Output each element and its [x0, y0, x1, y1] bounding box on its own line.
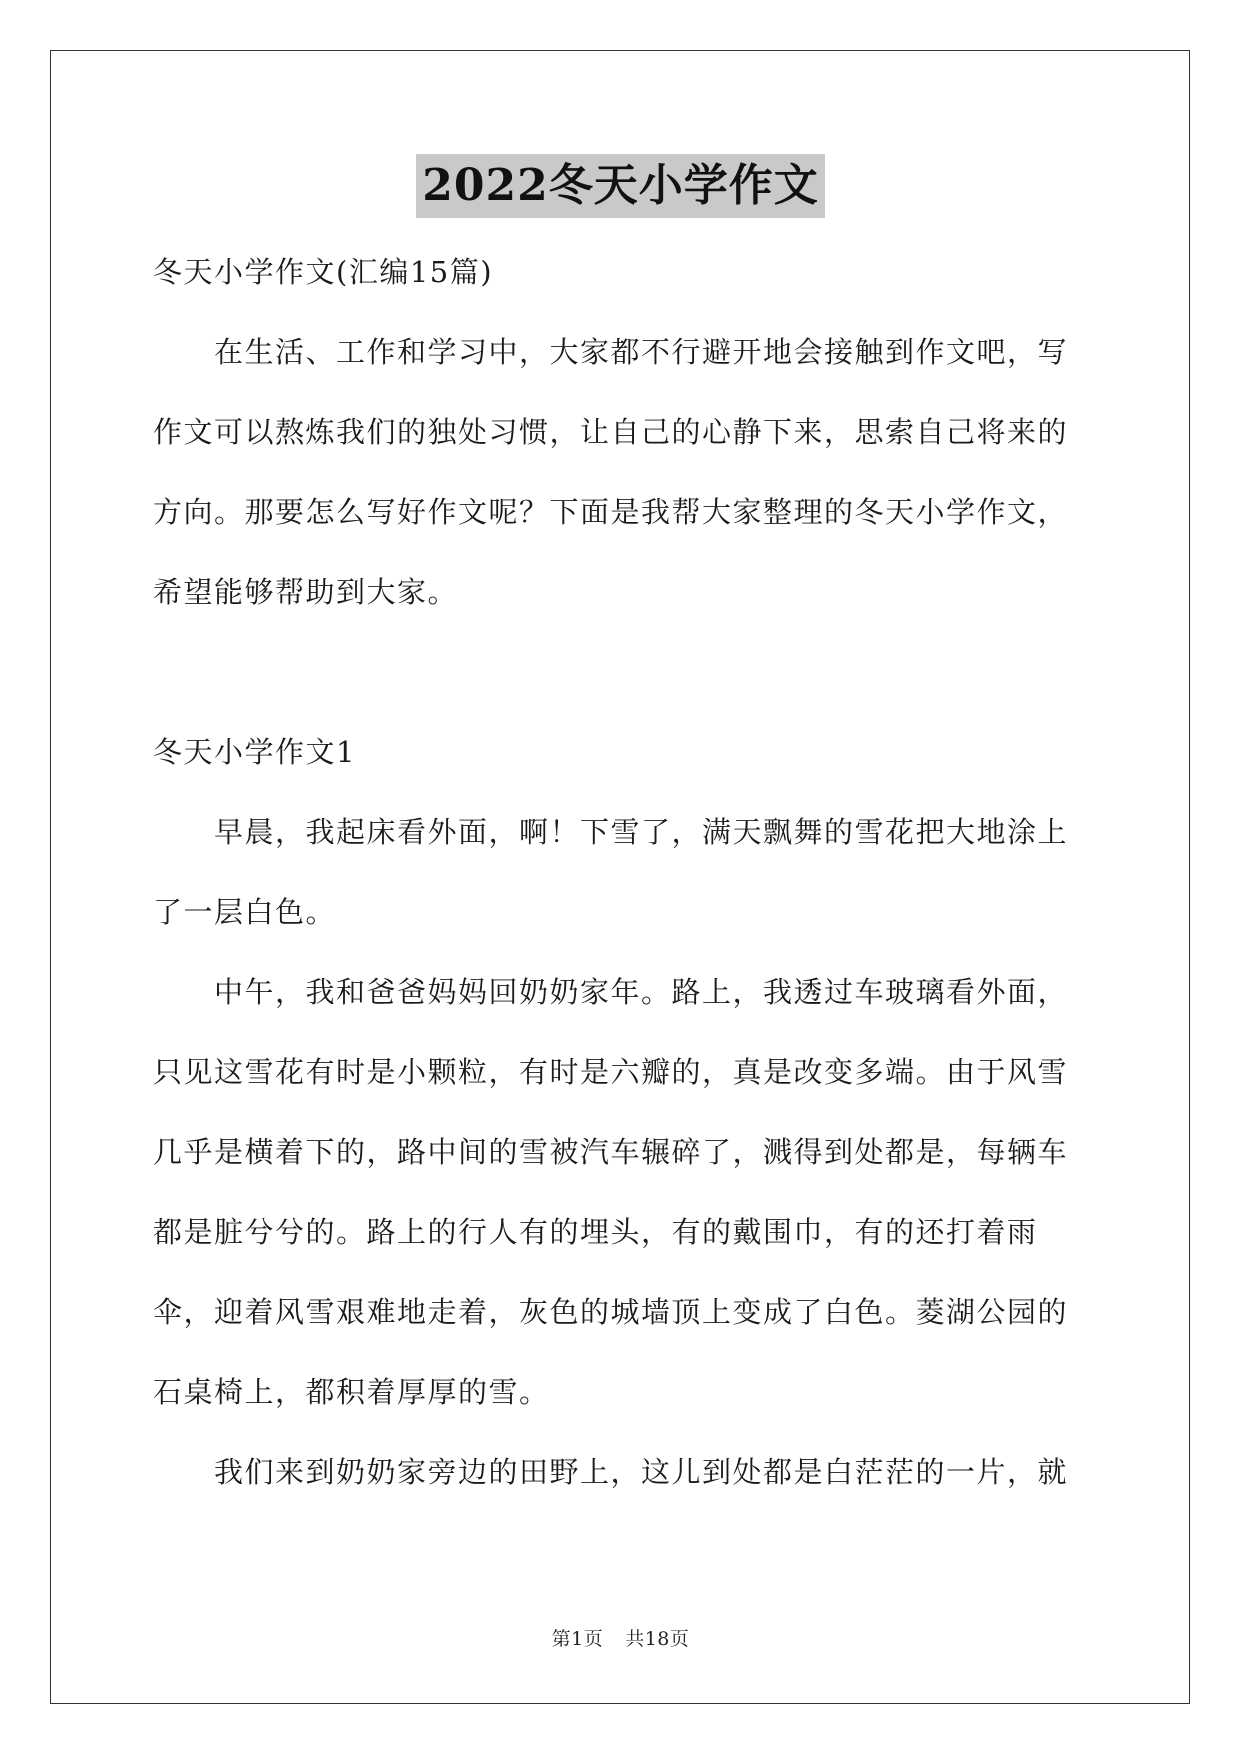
document-subtitle: 冬天小学作文(汇编15篇) — [153, 255, 494, 289]
document-title: 2022冬天小学作文 — [416, 154, 824, 218]
body-paragraph: 中午，我和爸爸妈妈回奶奶家年。路上，我透过车玻璃看外面，只见这雪花有时是小颗粒，有时是六瓣的，真是改变多端。由于风雪几乎是横着下的，路中间的雪被汽车辗碎了，溅得到处都是，每辆车都是脏兮兮的。路上的行人有的埋头，有的戴围巾，有的还打着雨伞，迎着风雪艰难地走着，灰色的城墙顶上变成了白色。菱湖公园的石桌椅上，都积着厚厚的雪。 — [153, 975, 1069, 1409]
page-total: 共18页 — [625, 1628, 690, 1650]
intro-paragraph: 在生活、工作和学习中，大家都不行避开地会接触到作文吧，写作文可以熬炼我们的独处习惯，让自己的心静下来，思索自己将来的方向。那要怎么写好作文呢？下面是我帮大家整理的冬天小学作文，希望能够帮助到大家。 — [153, 335, 1069, 609]
page-footer — [0, 1626, 1241, 1652]
page-number: 第1页 — [551, 1628, 604, 1650]
body-paragraph: 早晨，我起床看外面，啊！下雪了，满天飘舞的雪花把大地涂上了一层白色。 — [153, 815, 1069, 929]
document-body — [153, 232, 1098, 1512]
title-container — [0, 154, 1241, 218]
section-heading: 冬天小学作文1 — [153, 735, 356, 769]
body-paragraph: 我们来到奶奶家旁边的田野上，这儿到处都是白茫茫的一片，就 — [214, 1455, 1069, 1489]
